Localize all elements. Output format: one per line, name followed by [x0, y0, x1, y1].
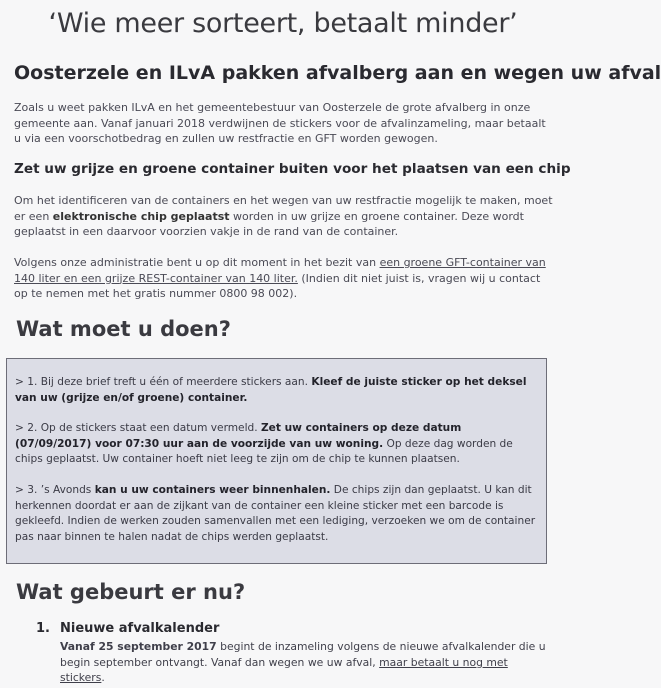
next-heading: Wat gebeurt er nu?	[16, 580, 246, 604]
admin-text-a: Volgens onze administratie bent u op dit moment in het bezit van	[14, 256, 380, 269]
steps-box	[6, 358, 547, 564]
administration-paragraph	[14, 255, 554, 302]
step-2	[15, 421, 539, 468]
step-2-bold: Zet uw containers op deze datum (07/09/2017) voor 07:30 uur aan de voorzijde van uw woning.	[15, 422, 462, 450]
calendar-underlined: maar betaalt u nog met stickers	[60, 655, 508, 684]
chip-section-heading: Zet uw grijze en groene container buiten voor het plaatsen van een chip	[14, 161, 571, 177]
subtitle: Oosterzele en ILvA pakken afvalberg aan en wegen uw afval	[14, 62, 661, 84]
step-3-text: > 3. ’s Avonds	[15, 484, 95, 496]
admin-text-underlined: een groene GFT-container van 140 liter en een grijze REST-container van 140 liter.	[14, 256, 546, 285]
calendar-text: begint de inzameling volgens de nieuwe afvalkalender die u begin september ontvangt. Vanaf dan wegen we uw afval,	[60, 640, 546, 669]
admin-text-c: (Indien dit niet juist is, vragen wij u contact op te nemen met het gratis nummer 0800 98 002).	[14, 271, 541, 300]
item-number: 1.	[36, 621, 50, 636]
calendar-item-title	[36, 621, 219, 636]
page-title: ‘Wie meer sorteert, betaalt minder’	[48, 8, 518, 39]
step-2-text-c: Op deze dag worden de chips geplaatst. Uw container hoeft niet leeg te zijn om de chip te kunnen plaatsen.	[15, 437, 513, 465]
chip-text-bold: elektronische chip geplaatst	[52, 209, 230, 223]
intro-paragraph: Zoals u weet pakken ILvA en het gemeentebestuur van Oosterzele de grote afvalberg in onze gemeente aan. Vanaf januari 2018 verdwijnen de stickers voor de afvalinzameling, maar betaalt u via een voorschotbedrag en zullen uw restfractie en GFT worden gewogen.	[14, 101, 546, 145]
step-3	[15, 483, 539, 545]
chip-text-a: Om het identificeren van de containers en het wegen van uw restfractie mogelijk te maken, moet er een	[14, 194, 553, 223]
calendar-paragraph	[60, 639, 554, 686]
step-3-text-c: De chips zijn dan geplaatst. U kan dit herkennen doordat er aan de zijkant van de container een kleine sticker met een barcode is gekleefd. Indien de werken zouden samenvallen met een lediging, verzoeken we om de container pas naar binnen te halen nadat de chips werden geplaatst.	[15, 484, 536, 543]
chip-paragraph	[14, 193, 554, 240]
step-1	[15, 375, 539, 406]
calendar-date: Vanaf 25 september 2017	[60, 640, 217, 653]
step-2-text: > 2. Op de stickers staat een datum vermeld.	[15, 422, 261, 434]
chip-text-c: worden in uw grijze en groene container. Deze wordt geplaatst in een daarvoor voorzien vakje in de rand van de container.	[14, 209, 524, 238]
todo-heading: Wat moet u doen?	[16, 317, 231, 341]
calendar-end: .	[101, 671, 105, 684]
step-3-bold: kan u uw containers weer binnenhalen.	[94, 484, 331, 496]
step-1-bold: Kleef de juiste sticker op het deksel van uw (grijze en/of groene) container.	[15, 376, 527, 404]
item-title: Nieuwe afvalkalender	[60, 621, 220, 636]
step-1-text: > 1. Bij deze brief treft u één of meerdere stickers aan.	[15, 376, 312, 388]
